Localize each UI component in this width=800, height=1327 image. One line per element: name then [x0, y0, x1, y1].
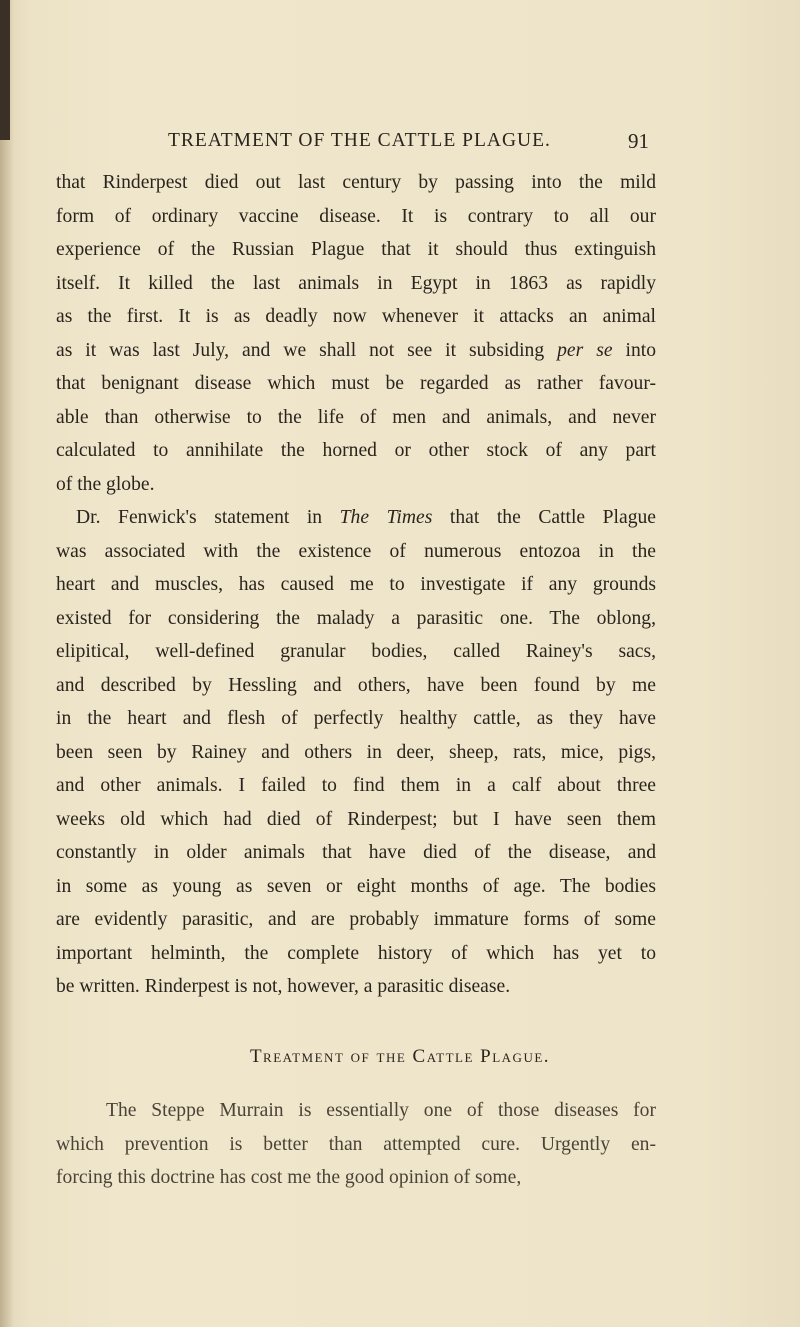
page-edge-shadow [0, 0, 14, 1327]
text-line: was associated with the existence of numerous entozoa in the [56, 540, 656, 562]
text-line: forcing this doctrine has cost me the good opinion of some, [56, 1167, 522, 1188]
text-line: itself. It killed the last animals in Egypt in 1863 as rapidly [56, 272, 656, 294]
page-header [0, 130, 800, 160]
text-line: as the first. It is as deadly now whenever it attacks an animal [56, 306, 656, 327]
italic-phrase: The Times [339, 507, 433, 528]
text-line: as it was last July, and we shall not see it subsiding per se into [56, 339, 656, 361]
text-line: able than otherwise to the life of men and animals, and never [56, 406, 656, 428]
text-line: constantly in older animals that have died of the disease, and [56, 842, 656, 863]
text-line: in some as young as seven or eight months of age. The bodies [56, 875, 656, 897]
text-line: and other animals. I failed to find them in a calf about three [56, 775, 656, 796]
binding-edge [0, 0, 10, 140]
text-line: be written. Rinderpest is not, however, a parasitic disease. [56, 976, 511, 997]
text-line: existed for considering the malady a parasitic one. The oblong, [56, 607, 656, 629]
running-title: TREATMENT OF THE CATTLE PLAGUE. [168, 130, 551, 151]
text-line: weeks old which had died of Rinderpest; but I have seen them [56, 808, 656, 830]
text-line: that benignant disease which must be regarded as rather favour- [56, 373, 656, 394]
text-line: Dr. Fenwick's statement in The Times that the Cattle Plague [76, 507, 656, 528]
text-line: that Rinderpest died out last century by passing into the mild [56, 172, 656, 193]
text-line: are evidently parasitic, and are probably immature forms of some [56, 909, 656, 930]
page-number: 91 [628, 129, 649, 153]
text-line: in the heart and flesh of perfectly healthy cattle, as they have [56, 708, 656, 729]
text-line: experience of the Russian Plague that it should thus extinguish [56, 239, 656, 260]
text-line: The Steppe Murrain is essentially one of those diseases for [106, 1100, 656, 1121]
text-line: calculated to annihilate the horned or other stock of any part [56, 440, 656, 461]
text-line: and described by Hessling and others, have been found by me [56, 674, 656, 696]
italic-phrase: per se [557, 339, 613, 361]
text-line: form of ordinary vaccine disease. It is contrary to all our [56, 205, 656, 227]
text-line: important helminth, the complete history of which has yet to [56, 942, 656, 964]
text-line: elipitical, well-defined granular bodies, called Rainey's sacs, [56, 641, 656, 662]
section-heading: Treatment of the Cattle Plague. [249, 1046, 551, 1067]
text-line: been seen by Rainey and others in deer, sheep, rats, mice, pigs, [56, 741, 656, 763]
text-line: which prevention is better than attempted cure. Urgently en- [56, 1133, 656, 1155]
text-line: of the globe. [56, 473, 155, 495]
text-line: heart and muscles, has caused me to investigate if any grounds [56, 574, 656, 595]
